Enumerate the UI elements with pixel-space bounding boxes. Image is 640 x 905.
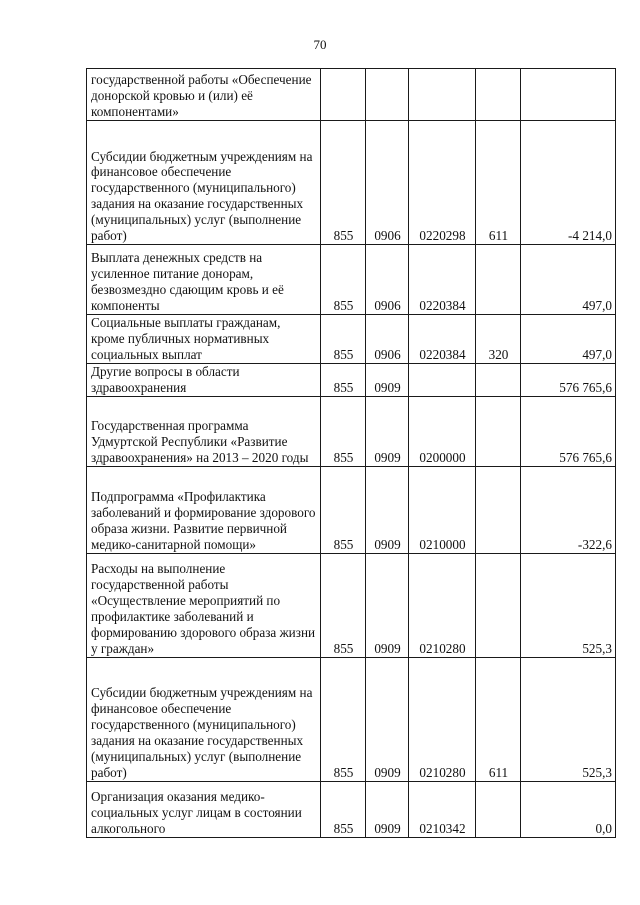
expense-type-cell [476, 69, 521, 121]
target-code-cell: 0220384 [409, 245, 476, 315]
section-code-cell: 0909 [366, 781, 409, 837]
row-name-cell: Организация оказания медико-социальных услуг лицам в состоянии алкогольного [87, 781, 321, 837]
amount-cell: 576 765,6 [521, 396, 616, 466]
expense-type-cell [476, 553, 521, 657]
table-row [87, 466, 616, 553]
section-code-cell: 0906 [366, 315, 409, 364]
ministry-code-cell: 855 [321, 657, 366, 781]
row-name-cell: Субсидии бюджетным учреждениям на финансовое обеспечение государственного (муниципального) задания на оказание государственных (муниципальных) услуг (выполнение работ) [87, 121, 321, 245]
page-number: 70 [313, 37, 327, 52]
row-name-cell: Расходы на выполнение государственной работы «Осуществление мероприятий по профилактике заболеваний и формированию здорового образа жизни у граждан» [87, 553, 321, 657]
row-name-cell: Государственная программа Удмуртской Республики «Развитие здравоохранения» на 2013 – 2020 годы [87, 396, 321, 466]
expense-type-cell: 611 [476, 121, 521, 245]
expense-type-cell [476, 781, 521, 837]
amount-cell: 497,0 [521, 245, 616, 315]
section-code-cell: 0906 [366, 245, 409, 315]
ministry-code-cell: 855 [321, 121, 366, 245]
amount-cell: 497,0 [521, 315, 616, 364]
table-row [87, 553, 616, 657]
ministry-code-cell: 855 [321, 553, 366, 657]
expense-type-cell: 320 [476, 315, 521, 364]
row-name-cell: Выплата денежных средств на усиленное питание донорам, безвозмездно сдающим кровь и её компоненты [87, 245, 321, 315]
section-code-cell: 0909 [366, 396, 409, 466]
section-code-cell: 0909 [366, 657, 409, 781]
target-code-cell: 0210280 [409, 553, 476, 657]
amount-cell: -322,6 [521, 466, 616, 553]
row-name-cell: Подпрограмма «Профилактика заболеваний и формирование здорового образа жизни. Развитие первичной медико-санитарной помощи» [87, 466, 321, 553]
section-code-cell: 0909 [366, 553, 409, 657]
amount-cell: 576 765,6 [521, 363, 616, 396]
table-row [87, 69, 616, 121]
expense-type-cell [476, 363, 521, 396]
target-code-cell: 0210342 [409, 781, 476, 837]
amount-cell: 525,3 [521, 553, 616, 657]
section-code-cell: 0909 [366, 363, 409, 396]
target-code-cell: 0200000 [409, 396, 476, 466]
ministry-code-cell: 855 [321, 396, 366, 466]
target-code-cell: 0220384 [409, 315, 476, 364]
row-name-cell: государственной работы «Обеспечение донорской кровью и (или) её компонентами» [87, 69, 321, 121]
ministry-code-cell: 855 [321, 315, 366, 364]
table-row [87, 315, 616, 364]
ministry-code-cell: 855 [321, 466, 366, 553]
ministry-code-cell: 855 [321, 363, 366, 396]
table-row [87, 121, 616, 245]
amount-cell: 525,3 [521, 657, 616, 781]
target-code-cell [409, 69, 476, 121]
ministry-code-cell: 855 [321, 781, 366, 837]
budget-table-body [87, 69, 616, 838]
row-name-cell: Социальные выплаты гражданам, кроме публичных нормативных социальных выплат [87, 315, 321, 364]
target-code-cell [409, 363, 476, 396]
table-row [87, 396, 616, 466]
ministry-code-cell [321, 69, 366, 121]
table-row [87, 245, 616, 315]
section-code-cell: 0909 [366, 466, 409, 553]
expense-type-cell [476, 396, 521, 466]
section-code-cell [366, 69, 409, 121]
target-code-cell: 0210280 [409, 657, 476, 781]
target-code-cell: 0210000 [409, 466, 476, 553]
table-row [87, 363, 616, 396]
row-name-cell: Другие вопросы в области здравоохранения [87, 363, 321, 396]
expense-type-cell [476, 466, 521, 553]
table-row [87, 657, 616, 781]
amount-cell: 0,0 [521, 781, 616, 837]
expense-type-cell: 611 [476, 657, 521, 781]
amount-cell [521, 69, 616, 121]
amount-cell: -4 214,0 [521, 121, 616, 245]
target-code-cell: 0220298 [409, 121, 476, 245]
section-code-cell: 0906 [366, 121, 409, 245]
budget-table [86, 68, 616, 838]
row-name-cell: Субсидии бюджетным учреждениям на финансовое обеспечение государственного (муниципального) задания на оказание государственных (муниципальных) услуг (выполнение работ) [87, 657, 321, 781]
table-row [87, 781, 616, 837]
expense-type-cell [476, 245, 521, 315]
ministry-code-cell: 855 [321, 245, 366, 315]
